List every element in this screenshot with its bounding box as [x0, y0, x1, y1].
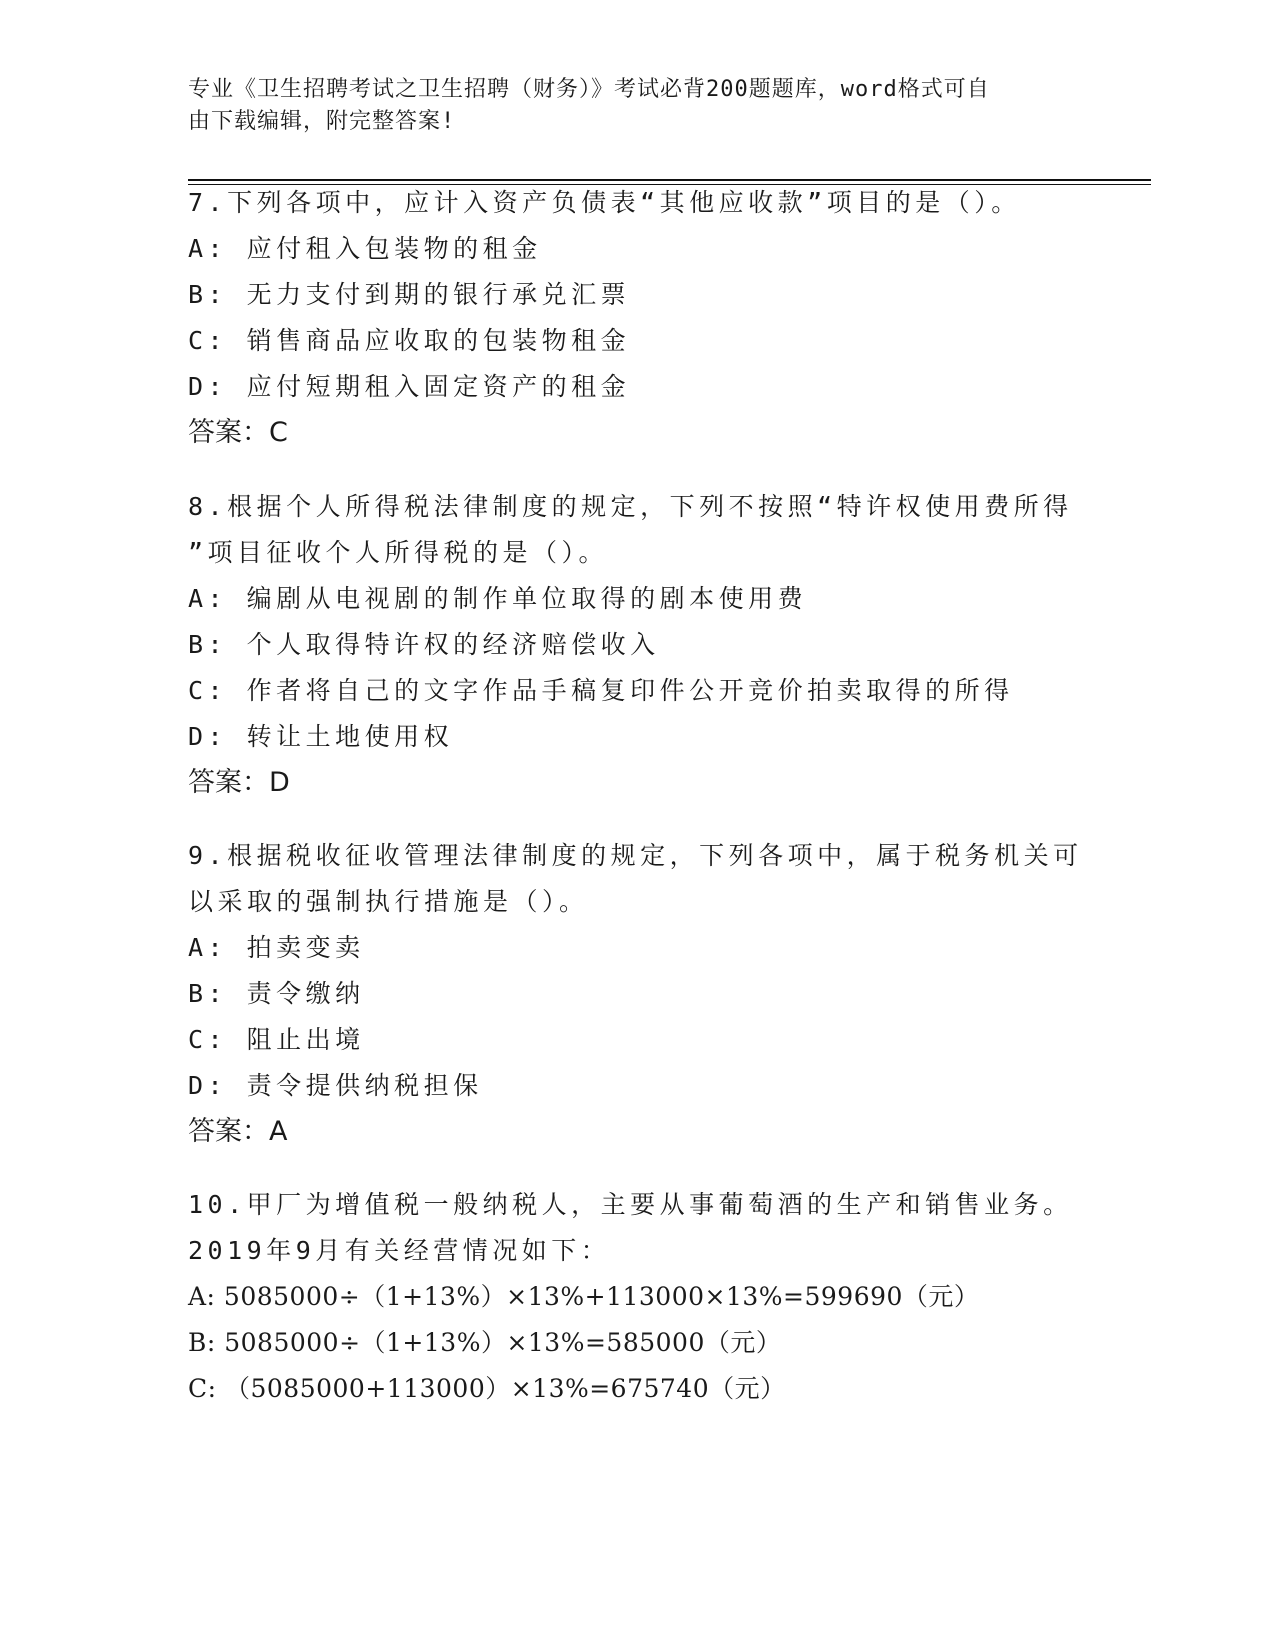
- option-d: D: 转让土地使用权: [188, 722, 454, 751]
- option-d: D: 责令提供纳税担保: [188, 1071, 483, 1100]
- option-a: A: 5085000÷（1+13%）×13%+113000×13%=599690（元）: [188, 1282, 980, 1311]
- question-10: [188, 1182, 1088, 1412]
- option-b: B: 无力支付到期的银行承兑汇票: [188, 280, 631, 309]
- question-stem: 8.根据个人所得税法律制度的规定，下列不按照“特许权使用费所得: [188, 492, 1073, 521]
- answer-label: 答案：A: [188, 1116, 288, 1147]
- question-stem: 7.下列各项中，应计入资产负债表“其他应收款”项目的是（）。: [188, 188, 1021, 217]
- option-b: B: 个人取得特许权的经济赔偿收入: [188, 630, 660, 659]
- question-stem: 9.根据税收征收管理法律制度的规定，下列各项中，属于税务机关可: [188, 841, 1083, 870]
- question-9: [188, 833, 1088, 1155]
- question-stem: 10.甲厂为增值税一般纳税人，主要从事葡萄酒的生产和销售业务。: [188, 1190, 1073, 1219]
- option-a: A: 编剧从电视剧的制作单位取得的剧本使用费: [188, 584, 808, 613]
- option-c: C: 作者将自己的文字作品手稿复印件公开竞价拍卖取得的所得: [188, 676, 1014, 705]
- header-line-1: 专业《卫生招聘考试之卫生招聘（财务）》考试必背200题题库，word格式可自: [188, 77, 990, 102]
- option-d: D: 应付短期租入固定资产的租金: [188, 372, 631, 401]
- question-stem-continued: 2019年9月有关经营情况如下：: [188, 1236, 611, 1265]
- answer-label: 答案：D: [188, 767, 290, 798]
- option-b: B: 5085000÷（1+13%）×13%=585000（元）: [188, 1328, 782, 1357]
- option-c: C: 阻止出境: [188, 1025, 365, 1054]
- option-c: C: （5085000+113000）×13%=675740（元）: [188, 1374, 786, 1403]
- question-stem-continued: ”项目征收个人所得税的是（）。: [188, 538, 609, 567]
- answer-label: 答案：C: [188, 417, 288, 448]
- option-a: A: 拍卖变卖: [188, 933, 365, 962]
- question-stem-continued: 以采取的强制执行措施是（）。: [188, 887, 589, 916]
- header-line-2: 由下载编辑，附完整答案!: [188, 109, 456, 134]
- question-8: [188, 484, 1088, 806]
- question-7: [188, 180, 1088, 456]
- document-header: [188, 74, 1068, 138]
- option-c: C: 销售商品应收取的包装物租金: [188, 326, 631, 355]
- option-a: A: 应付租入包装物的租金: [188, 234, 542, 263]
- option-b: B: 责令缴纳: [188, 979, 365, 1008]
